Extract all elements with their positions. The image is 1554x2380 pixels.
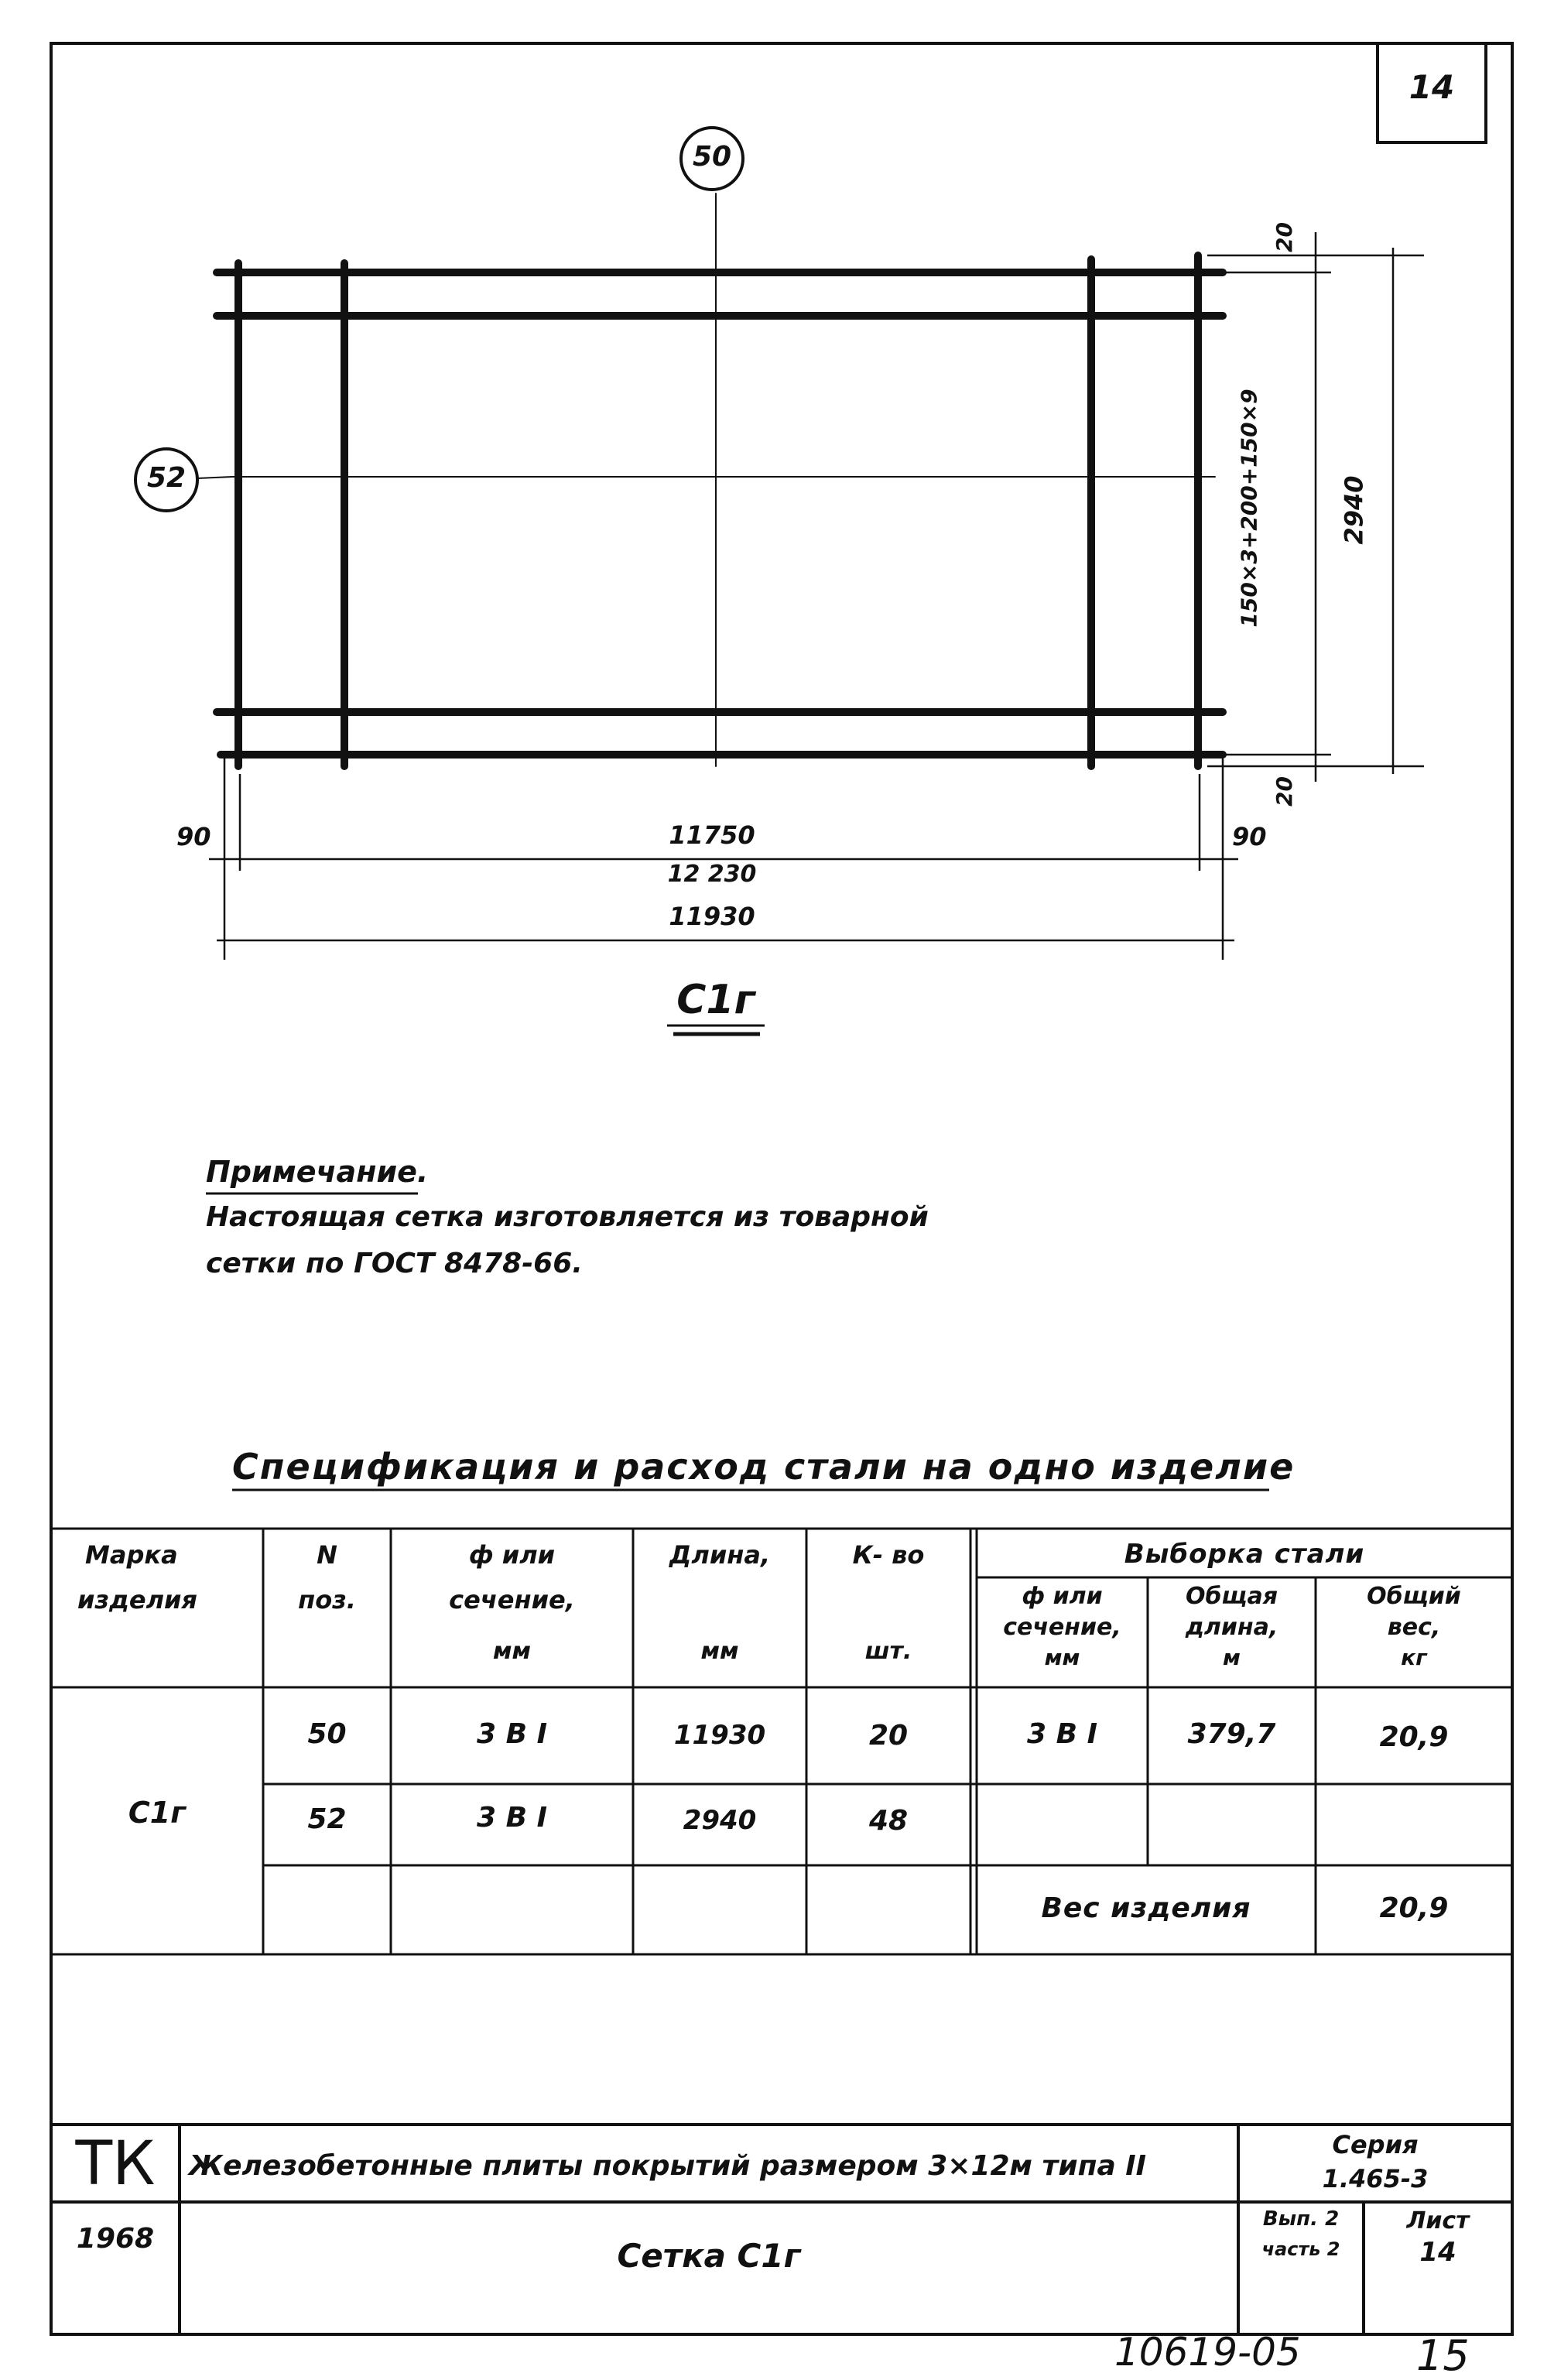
dim-bottom-gap: 20 <box>1271 776 1297 806</box>
cell-length-1: 11930 <box>673 1720 766 1751</box>
product-weight-value: 20,9 <box>1379 1892 1449 1924</box>
hdr-sel-section-2: сечение, <box>1003 1614 1121 1641</box>
hdr-sel-weight-1: Общий <box>1367 1583 1461 1610</box>
dim-left-edge: 90 <box>176 822 211 851</box>
mesh-bars <box>217 193 1223 766</box>
project-title: Железобетонные плиты покрытий размером 3×12м типа II <box>189 2150 1147 2182</box>
dim-right-edge: 90 <box>1232 822 1267 851</box>
cell-length-2: 2940 <box>683 1805 757 1836</box>
hdr-qty-1: К- во <box>852 1540 925 1570</box>
sheet-frame <box>51 43 1512 2334</box>
hdr-pos-2: поз. <box>298 1585 356 1615</box>
dim-inner-2: 12 230 <box>667 861 757 888</box>
hdr-length-2: мм <box>700 1638 739 1665</box>
cell-pos-1: 50 <box>307 1718 347 1750</box>
part-label: часть 2 <box>1261 2238 1340 2260</box>
product-weight-label: Вес изделия <box>1041 1892 1251 1924</box>
hdr-length-1: Длина, <box>669 1540 771 1570</box>
hdr-selection: Выборка стали <box>1124 1539 1365 1570</box>
archive-number: 10619-05 <box>1114 2330 1301 2375</box>
hdr-sel-length-1: Общая <box>1185 1583 1278 1610</box>
cell-pos-2: 52 <box>307 1803 347 1835</box>
note-line-1: Настоящая сетка изготовляется из товарной <box>206 1201 929 1233</box>
series-label: Серия <box>1332 2130 1419 2159</box>
cell-sel-weight: 20,9 <box>1379 1721 1449 1753</box>
drawing-title: С1г <box>676 977 755 1023</box>
hdr-sel-length-3: м <box>1223 1645 1241 1670</box>
archive-page: 15 <box>1416 2331 1470 2380</box>
year: 1968 <box>76 2223 155 2255</box>
hdr-qty-2: шт. <box>864 1638 912 1665</box>
hdr-section-2: сечение, <box>449 1585 575 1615</box>
hdr-sel-length-2: длина, <box>1185 1614 1278 1641</box>
hdr-section-1: ф или <box>468 1540 556 1570</box>
hdr-section-3: мм <box>492 1638 532 1665</box>
cell-sel-section: 3 В I <box>1027 1718 1097 1750</box>
dim-spacing: 150×3+200+150×9 <box>1236 389 1262 628</box>
hdr-sel-section-1: ф или <box>1022 1583 1103 1610</box>
note-line-2: сетки по ГОСТ 8478-66. <box>206 1248 583 1279</box>
hdr-sel-section-3: мм <box>1044 1645 1080 1670</box>
hdr-mark-2: изделия <box>77 1585 197 1615</box>
hdr-sel-weight-2: вес, <box>1387 1614 1441 1641</box>
hdr-pos-1: N <box>317 1540 337 1570</box>
dim-height: 2940 <box>1339 475 1369 545</box>
series-value: 1.465-3 <box>1322 2164 1429 2193</box>
cell-section-2: 3 В I <box>477 1802 547 1834</box>
sheet-label: Лист <box>1406 2207 1470 2234</box>
dim-top-gap: 20 <box>1271 222 1297 252</box>
dim-inner: 11750 <box>669 820 755 850</box>
drawing-title-block: Сетка С1г <box>617 2237 801 2275</box>
sheet-corner-number: 14 <box>1409 68 1455 106</box>
hdr-sel-weight-3: кг <box>1401 1645 1427 1670</box>
cell-qty-1: 20 <box>868 1720 909 1752</box>
note-heading: Примечание. <box>206 1155 429 1189</box>
cell-qty-2: 48 <box>868 1805 909 1837</box>
cell-sel-length: 379,7 <box>1187 1718 1276 1750</box>
sheet-value: 14 <box>1419 2237 1456 2268</box>
spec-title: Спецификация и расход стали на одно изделие <box>232 1446 1296 1488</box>
issue-label: Вып. 2 <box>1262 2207 1340 2231</box>
dim-total: 11930 <box>669 902 755 931</box>
org-logo: ТК <box>75 2129 156 2199</box>
cell-mark: С1г <box>128 1796 187 1830</box>
cell-section-1: 3 В I <box>477 1718 547 1750</box>
callout-label-50: 50 <box>692 141 732 173</box>
callout-label-52: 52 <box>146 462 187 494</box>
hdr-mark-1: Марка <box>85 1540 178 1570</box>
